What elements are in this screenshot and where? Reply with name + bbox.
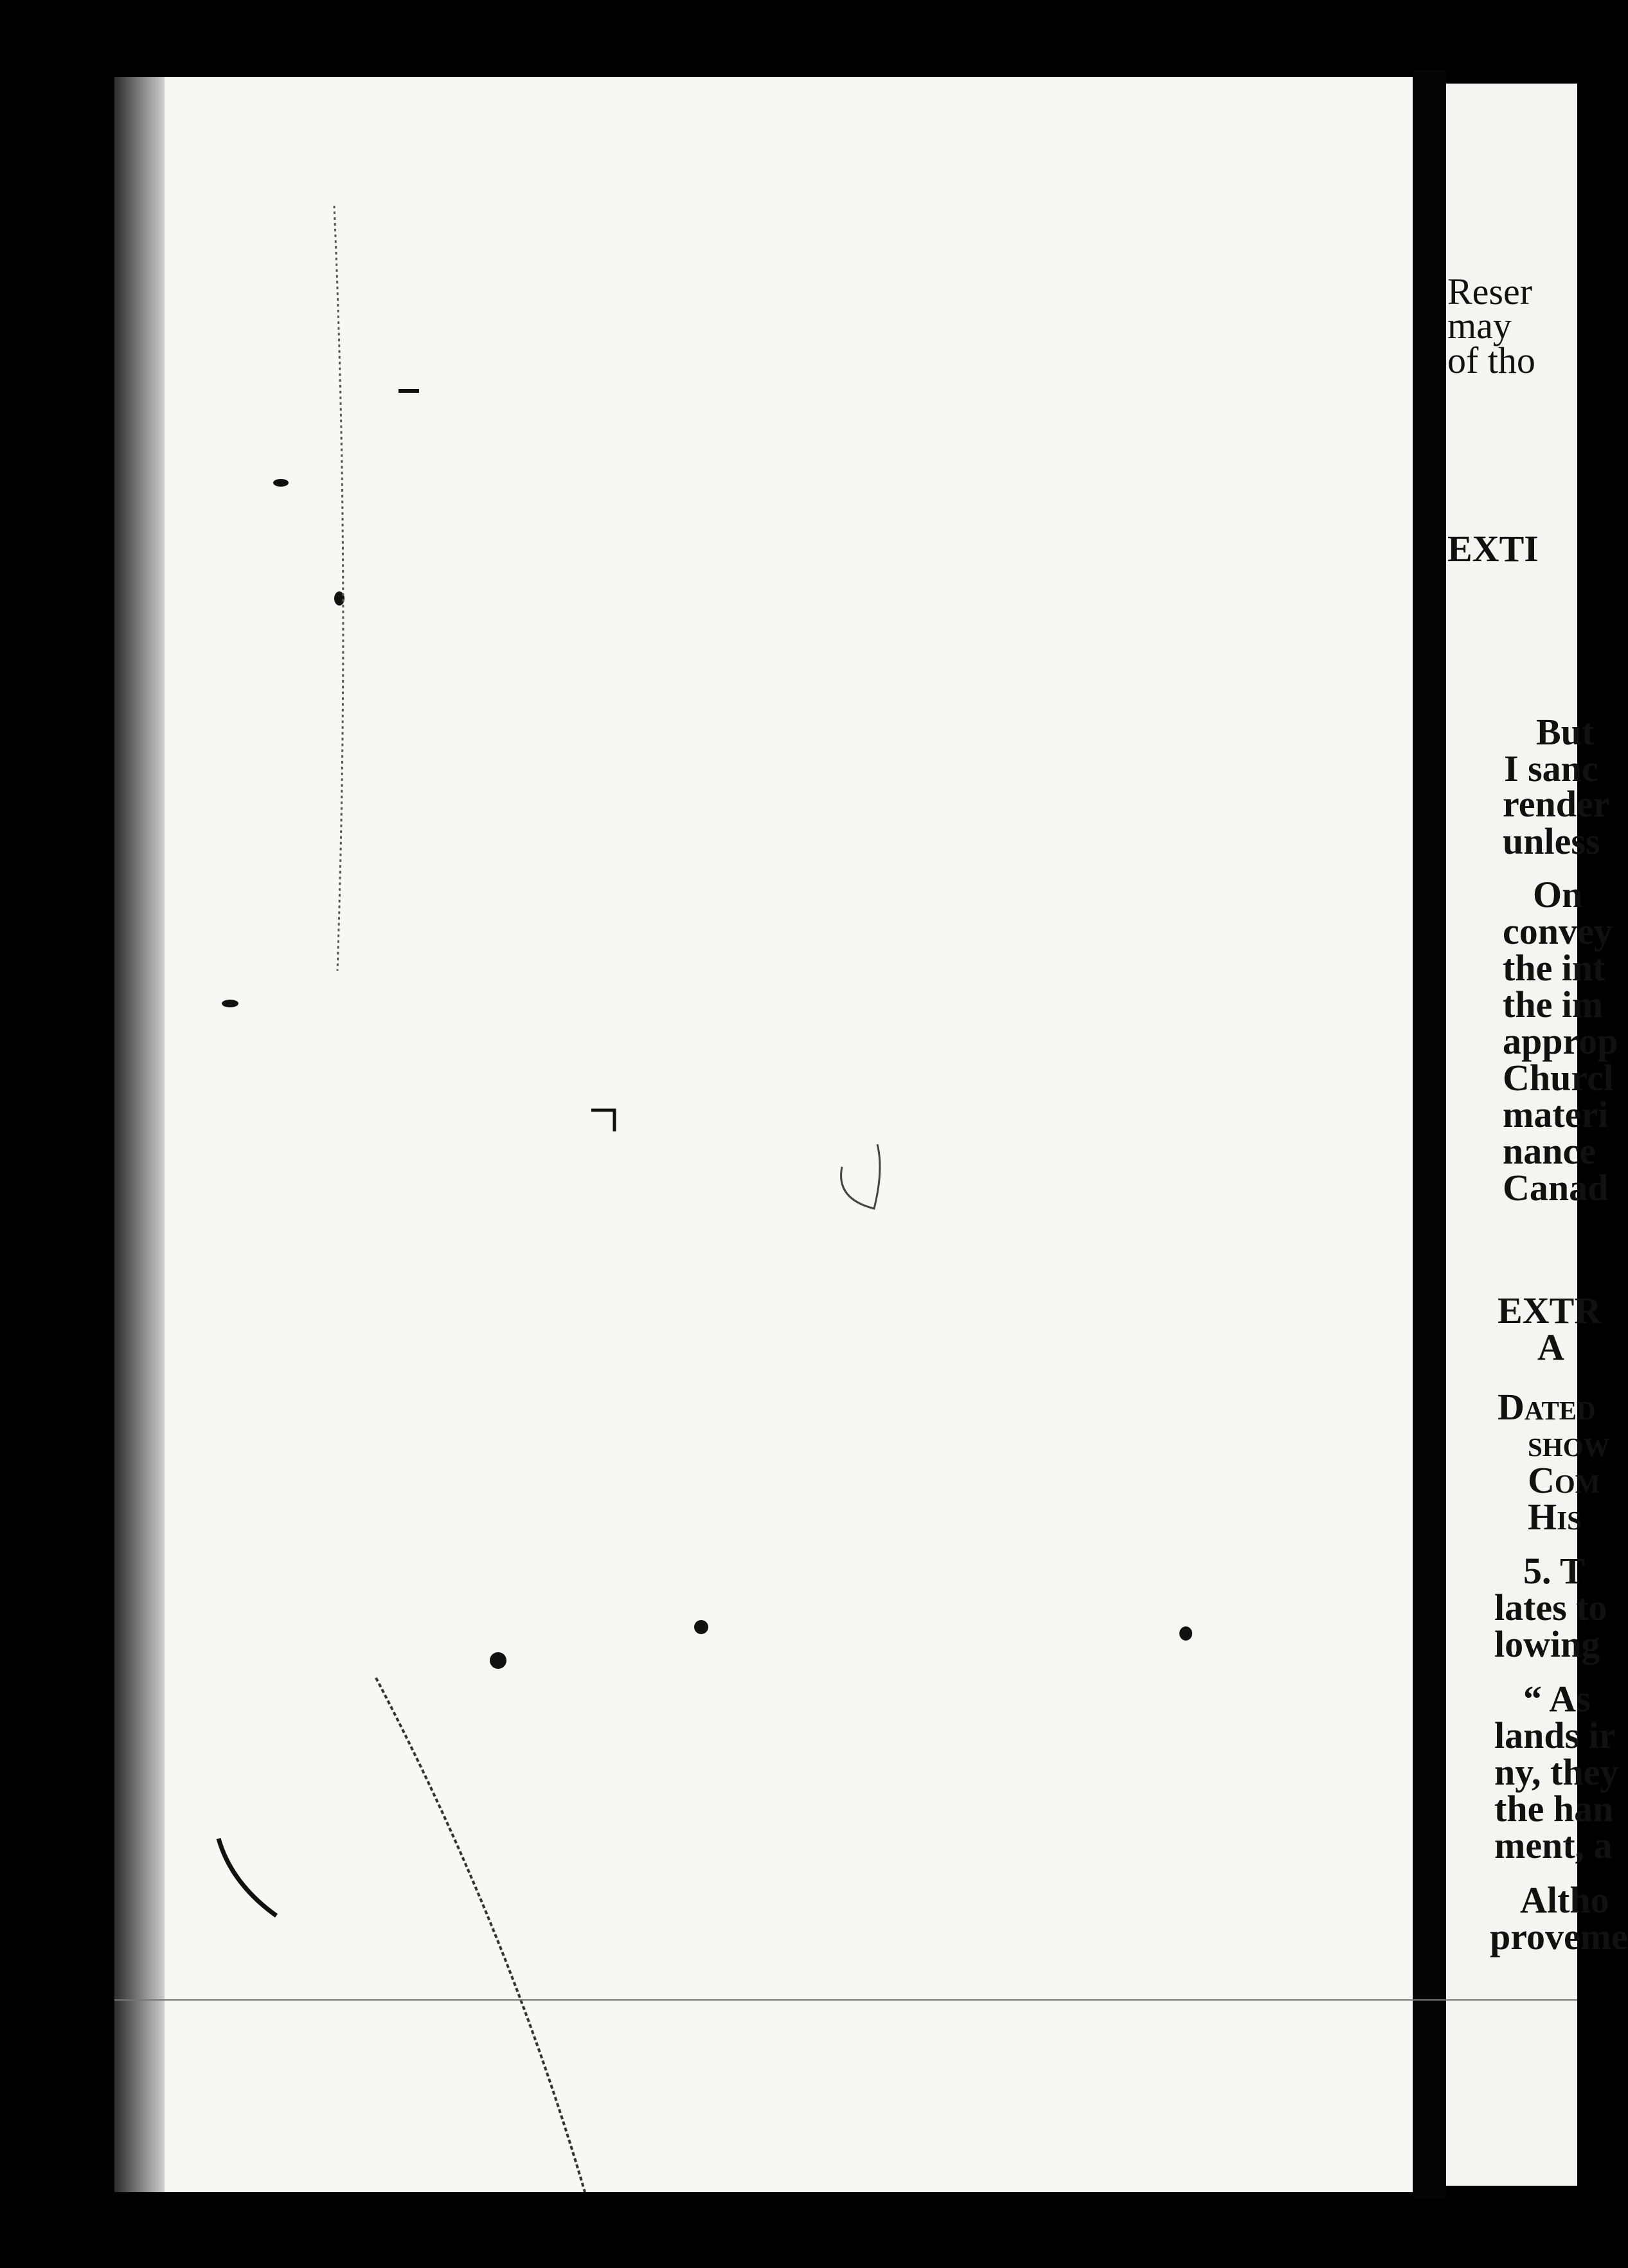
text-line: But — [1536, 711, 1595, 753]
text-line: 5. T — [1523, 1550, 1585, 1592]
text-line: Com — [1528, 1459, 1600, 1501]
text-line: Canad — [1503, 1167, 1609, 1209]
text-line: A — [1537, 1326, 1564, 1368]
text-line: ment, a — [1494, 1824, 1613, 1866]
text-line: lates to — [1494, 1587, 1607, 1628]
right-page-fragment — [1446, 84, 1628, 2186]
text-line: convey — [1503, 910, 1613, 952]
text-line: approp — [1503, 1020, 1618, 1062]
text-line: Altho — [1520, 1879, 1609, 1921]
book-gutter — [1413, 71, 1446, 2199]
text-line: Dated — [1498, 1386, 1596, 1428]
text-line: may — [1447, 305, 1512, 346]
text-line: On — [1533, 874, 1583, 915]
text-line: render — [1503, 783, 1610, 825]
text-line: lands ir — [1494, 1715, 1616, 1756]
text-line: the han — [1494, 1788, 1614, 1830]
text-line: materi — [1503, 1094, 1609, 1135]
text-line: proveme — [1490, 1916, 1628, 1958]
text-line: “ As — [1523, 1678, 1591, 1720]
text-line: lowing — [1494, 1623, 1600, 1665]
text-line: ny, they — [1494, 1751, 1619, 1793]
text-line: the int — [1503, 947, 1606, 989]
scan-artifact-line — [114, 1999, 1577, 2001]
text-line: unless — [1503, 820, 1600, 862]
text-line: His — [1528, 1496, 1582, 1538]
text-line: Reser — [1447, 271, 1533, 312]
text-line: nance — [1503, 1130, 1596, 1172]
text-line: EXTI — [1447, 528, 1539, 570]
text-line: I sanc — [1504, 748, 1598, 789]
text-line: Churcl — [1503, 1057, 1614, 1099]
text-line: of tho — [1447, 339, 1535, 381]
text-line: EXTR — [1498, 1290, 1602, 1331]
text-line: show — [1528, 1423, 1610, 1464]
text-line: the im — [1503, 984, 1604, 1025]
